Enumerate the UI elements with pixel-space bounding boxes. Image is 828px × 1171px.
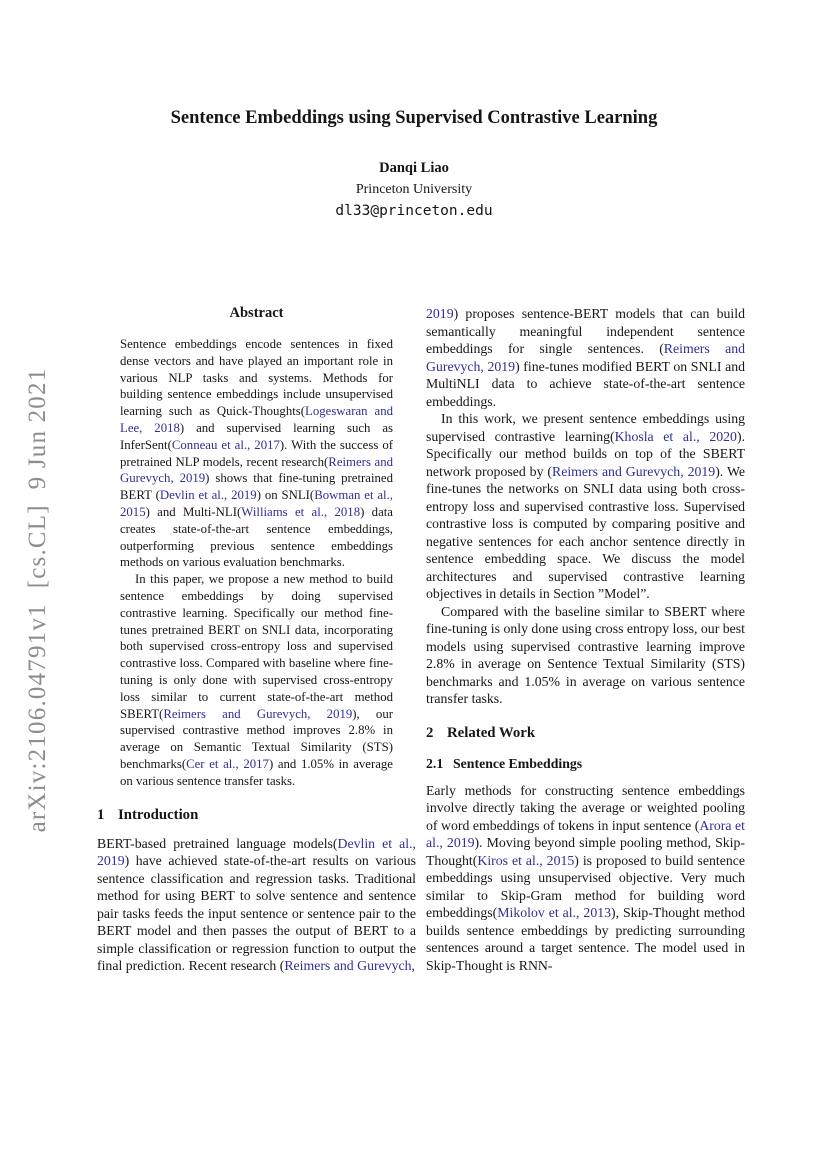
citation-link[interactable]: Reimers and Gurevych, 2019	[552, 463, 716, 479]
intro-paragraph-1	[97, 835, 416, 975]
citation-link[interactable]: Khosla et al., 2020	[614, 428, 737, 444]
text-run: ) fine-tunes modified BERT on SNLI and MultiNLI data to achieve state-of-the-art sentence embeddings.	[426, 358, 745, 409]
arxiv-watermark: arXiv:2106.04791v1 [cs.CL] 9 Jun 2021	[24, 367, 51, 833]
text-run: ) on SNLI(	[256, 488, 315, 503]
abstract-body	[120, 336, 393, 790]
subsection-2-1-title: Sentence Embeddings	[453, 755, 583, 771]
related-work-paragraph-1	[426, 782, 745, 975]
paper-title: Sentence Embeddings using Supervised Contrastive Learning	[170, 108, 658, 129]
text-run: ). We fine-tunes the networks on SNLI data using both cross-entropy loss and supervised contrastive loss. Supervised contrastive loss is computed by comparing positive and negative sentences for each anchor sentence directly in sentence embedding space. We discuss the model architectures and supervised contrastive learning objectives in details in Section ”Model”.	[426, 463, 745, 601]
author-name: Danqi Liao	[379, 160, 449, 176]
right-column	[426, 305, 745, 974]
citation-link[interactable]: 2019	[426, 306, 454, 321]
citation-link[interactable]: Cer et al., 2017	[186, 756, 269, 771]
section-2-heading	[426, 725, 745, 742]
citation-link[interactable]: Reimers and Gurevych,	[284, 958, 415, 974]
intro-paragraph-3	[426, 603, 745, 708]
citation-link[interactable]: Logeswaran and Lee, 2018	[120, 404, 393, 435]
text-run: ) shows that fine-tuning pretrained BERT (	[120, 471, 393, 503]
citation-link[interactable]: Bowman et al., 2015	[120, 488, 394, 519]
author-block	[0, 160, 828, 219]
intro-paragraph-1-continued	[426, 305, 745, 410]
text-run: ). Specifically our method builds on top of the SBERT network proposed by (	[426, 428, 746, 479]
subsection-2-1-heading	[426, 756, 745, 772]
text-run: ) data creates state-of-the-art sentence embeddings, outperforming previous sentence embeddings methods on various evaluation benchmarks.	[120, 504, 393, 570]
section-1-title: Introduction	[118, 806, 199, 823]
left-column	[97, 305, 416, 975]
text-run: In this work, we present sentence embeddings using supervised contrastive learning(	[426, 411, 745, 444]
citation-link[interactable]: Arora et al., 2019	[426, 817, 745, 850]
text-run: Compared with the baseline similar to SBERT where fine-tuning is only done using cross entropy loss, our best models using supervised contrastive learning improve 2.8% in average on Sentence Textual Similarity (STS) benchmarks and 1.05% in average on various sentence transfer tasks.	[426, 603, 745, 706]
text-run: In this paper, we propose a new method to build sentence embeddings by doing supervised contrastive learning. Specifically our method fine-tunes pretrained BERT on SNLI data, incorporating both supervised cross-entropy loss and supervised contrastive loss. Compared with baseline where fine-tuning is only done with supervised cross-entropy loss similar to current state-of-the-art method SBERT(	[120, 572, 393, 721]
text-run: ) and 1.05% in average on various sentence transfer tasks.	[120, 756, 393, 788]
citation-link[interactable]: Reimers and Gurevych, 2019	[120, 454, 394, 486]
citation-link[interactable]: Devlin et al., 2019	[97, 835, 416, 869]
text-run: ), Skip-Thought method builds sentence embeddings by predicting surrounding sentences around a target sentence. The model used in Skip-Thought is RNN-	[426, 905, 745, 973]
citation-link[interactable]: Williams et al., 2018	[241, 504, 361, 519]
citation-link[interactable]: Conneau et al., 2017	[171, 437, 280, 452]
text-run: ) and Multi-NLI(	[145, 504, 242, 519]
section-1-number: 1	[97, 806, 105, 823]
text-run: ), our supervised contrastive method improves 2.8% in average on Semantic Textual Similarity (STS) benchmarks(	[120, 706, 393, 771]
citation-link[interactable]: Mikolov et al., 2013	[497, 905, 612, 920]
citation-link[interactable]: Kiros et al., 2015	[477, 852, 575, 868]
abstract-paragraph-2	[120, 571, 393, 789]
subsection-2-1-number: 2.1	[426, 755, 444, 771]
section-2-title: Related Work	[447, 724, 536, 741]
text-run: ) and supervised learning such as InferSent(	[120, 420, 393, 452]
citation-link[interactable]: Reimers and Gurevych, 2019	[426, 341, 745, 374]
author-email[interactable]: dl33@princeton.edu	[335, 203, 493, 219]
text-run: ) is proposed to build sentence embeddings using unsupervised objective. Very much similar to Skip-Gram method for building word embeddings(	[426, 852, 745, 920]
abstract-paragraph-1	[120, 336, 393, 571]
text-run: Sentence embeddings encode sentences in fixed dense vectors and have played an important role in various NLP tasks and systems. Methods for building sentence embeddings include unsupervised learning such as Quick-Thoughts(	[120, 337, 393, 419]
abstract-heading: Abstract	[229, 305, 284, 321]
text-run: ). Moving beyond simple pooling method, Skip-Thought(	[426, 835, 745, 868]
text-run: BERT-based pretrained language models(	[97, 835, 338, 851]
intro-paragraph-2	[426, 410, 745, 603]
text-run: ). With the success of pretrained NLP models, recent research(	[120, 437, 393, 469]
citation-link[interactable]: Devlin et al., 2019	[159, 488, 257, 503]
section-1-heading	[97, 807, 416, 824]
text-run: ) have achieved state-of-the-art results on various sentence classification and regression tasks. Traditional method for using BERT to solve sentence and sentence pair tasks feeds the input sentence or sentence pair to the BERT model and then passes the output of BERT to a simple classification or regression function to output the final prediction. Recent research (	[97, 853, 416, 974]
citation-link[interactable]: Reimers and Gurevych, 2019	[163, 706, 353, 721]
section-2-number: 2	[426, 724, 434, 741]
author-affiliation: Princeton University	[355, 182, 473, 197]
text-run: Early methods for constructing sentence embeddings involve directly taking the average or weighted pooling of word embeddings of tokens in input sentence (	[426, 782, 745, 833]
text-run: ) proposes sentence-BERT models that can build semantically meaningful independent sentence embeddings for single sentences. (	[426, 306, 745, 356]
